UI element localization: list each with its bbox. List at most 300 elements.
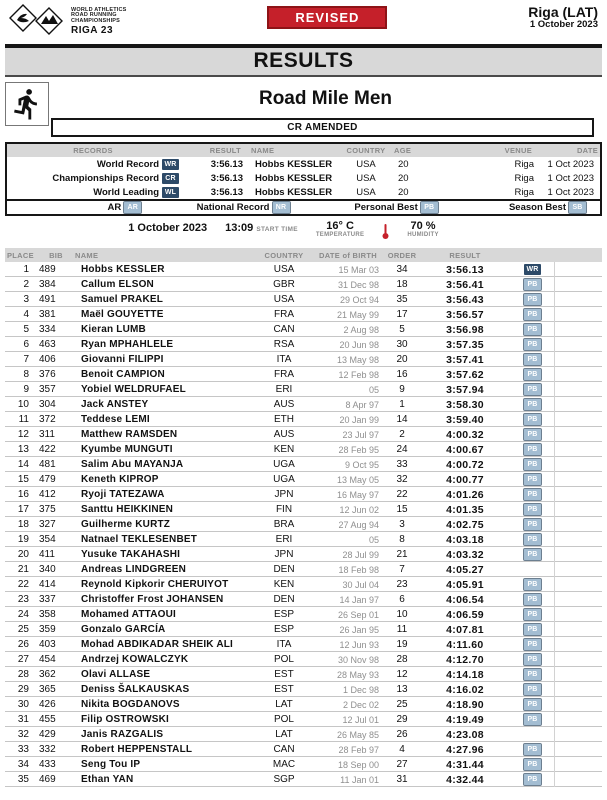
col-header-result: RESULT [449, 250, 481, 260]
order-cell: 25 [396, 699, 408, 710]
bib-cell: 455 [39, 714, 56, 725]
bib-cell: 479 [39, 474, 56, 485]
badge-cell [511, 457, 555, 472]
dob-cell: 26 May 85 [336, 729, 379, 740]
athlete-name-cell: Benoit CAMPION [81, 369, 165, 380]
athlete-name-cell: Nikita BOGDANOVS [81, 699, 180, 710]
place-cell: 9 [23, 384, 29, 395]
country-cell: USA [273, 264, 295, 275]
riga23-logo-icon [9, 4, 67, 40]
humidity-label: HUMIDITY [407, 232, 439, 239]
badge-cell [511, 382, 555, 397]
athlete-name-cell: Mohad ABDIKADAR SHEIK ALI [81, 639, 234, 650]
place-cell: 25 [17, 624, 29, 635]
result-badge: PB [524, 744, 541, 755]
bib-cell: 358 [39, 609, 56, 620]
athlete-name-cell: Kyumbe MUNGUTI [81, 444, 173, 455]
bib-cell: 334 [39, 324, 56, 335]
logo-text [71, 8, 127, 37]
result-cell: 4:01.26 [446, 488, 484, 501]
results-table [5, 248, 602, 787]
legend-label: AR [107, 202, 122, 213]
record-athlete-name: Hobbs KESSLER [255, 158, 333, 170]
athlete-name-cell: Christoffer Frost JOHANSEN [81, 594, 224, 605]
dob-cell: 28 Feb 97 [338, 744, 379, 755]
country-cell: EST [274, 669, 294, 680]
trailing-cell [555, 487, 602, 502]
place-cell: 34 [17, 759, 29, 770]
dob-cell: 12 Jun 02 [339, 504, 379, 515]
dob-cell: 27 Aug 94 [338, 519, 379, 530]
result-cell: 4:16.02 [446, 683, 484, 696]
trailing-cell [555, 637, 602, 652]
event-section [5, 82, 602, 137]
trailing-cell [555, 412, 602, 427]
athlete-name-cell: Salim Abu MAYANJA [81, 459, 184, 470]
badge-cell [511, 322, 555, 337]
badge-cell [511, 277, 555, 292]
table-row [5, 472, 602, 487]
results-rows [5, 262, 602, 787]
order-cell: 11 [396, 624, 408, 635]
trailing-cell [555, 292, 602, 307]
order-cell: 2 [399, 429, 405, 440]
result-cell: 3:56.13 [446, 263, 484, 276]
order-cell: 29 [396, 714, 408, 725]
table-row [5, 757, 602, 772]
result-badge: PB [524, 399, 541, 410]
result-badge: PB [524, 639, 541, 650]
table-row [5, 622, 602, 637]
col-header-order: ORDER [387, 250, 417, 260]
trailing-cell [555, 502, 602, 517]
athlete-name-cell: Maël GOUYETTE [81, 309, 164, 320]
table-row [5, 517, 602, 532]
result-cell: 4:00.77 [446, 473, 484, 486]
country-cell: FRA [274, 369, 294, 380]
order-cell: 13 [396, 684, 408, 695]
athlete-name-cell: Yobiel WELDRUFAEL [81, 384, 186, 395]
records-col-header: NAME [251, 146, 275, 155]
order-cell: 24 [396, 444, 408, 455]
dob-cell: 21 May 99 [336, 309, 379, 320]
bib-cell: 357 [39, 384, 56, 395]
trailing-cell [555, 742, 602, 757]
dob-cell: 18 Feb 98 [338, 564, 379, 575]
place-cell: 31 [17, 714, 29, 725]
bib-cell: 340 [39, 564, 56, 575]
place-cell: 3 [23, 294, 29, 305]
order-cell: 30 [396, 339, 408, 350]
order-cell: 17 [396, 309, 408, 320]
athlete-name-cell: Guilherme KURTZ [81, 519, 171, 530]
place-cell: 24 [17, 609, 29, 620]
result-badge: PB [524, 684, 541, 695]
result-cell: 4:07.81 [446, 623, 484, 636]
place-cell: 30 [17, 699, 29, 710]
bib-cell: 365 [39, 684, 56, 695]
bib-cell: 411 [39, 549, 55, 560]
badge-cell [511, 682, 555, 697]
dob-cell: 11 Jan 01 [340, 774, 379, 785]
trailing-cell [555, 727, 602, 742]
order-cell: 5 [399, 324, 405, 335]
result-badge: PB [524, 669, 541, 680]
col-header-name: NAME [75, 250, 99, 260]
badge-cell [511, 517, 555, 532]
record-result: 3:56.13 [210, 158, 243, 170]
legend-item [304, 202, 452, 213]
country-cell: USA [273, 294, 295, 305]
order-cell: 23 [396, 579, 408, 590]
table-row [5, 652, 602, 667]
result-badge: PB [524, 624, 541, 635]
badge-cell [511, 487, 555, 502]
result-badge: PB [524, 579, 541, 590]
legend-item [155, 202, 303, 213]
athlete-name-cell: Andrzej KOWALCZYK [81, 654, 189, 665]
place-cell: 4 [23, 309, 29, 320]
badge-cell [511, 307, 555, 322]
dob-cell: 12 Feb 98 [338, 369, 379, 380]
dob-cell: 13 May 05 [336, 474, 379, 485]
place-cell: 1 [23, 264, 29, 275]
badge-cell [511, 337, 555, 352]
country-cell: KEN [273, 444, 295, 455]
dob-cell: 16 May 97 [336, 489, 379, 500]
order-cell: 9 [399, 384, 405, 395]
bib-cell: 481 [39, 459, 56, 470]
athlete-name-cell: Janis RAZGALIS [81, 729, 164, 740]
table-row [5, 307, 602, 322]
place-cell: 26 [17, 639, 29, 650]
order-cell: 1 [399, 399, 405, 410]
result-badge: PB [524, 699, 541, 710]
result-cell: 3:57.62 [446, 368, 484, 381]
records-box [5, 142, 602, 201]
legend-badge: NR [273, 202, 290, 213]
result-badge: PB [524, 489, 541, 500]
result-badge: PB [524, 429, 541, 440]
place-cell: 29 [17, 684, 29, 695]
trailing-cell [555, 262, 602, 277]
country-cell: SGP [273, 774, 295, 785]
legend-label: National Record [196, 202, 270, 213]
dob-cell: 9 Oct 95 [344, 459, 379, 470]
trailing-cell [555, 337, 602, 352]
record-country: USA [356, 158, 376, 170]
order-cell: 10 [396, 609, 408, 620]
table-row [5, 697, 602, 712]
athlete-name-cell: Reynold Kipkorir CHERUIYOT [81, 579, 229, 590]
record-label [7, 159, 179, 170]
place-cell: 13 [17, 444, 29, 455]
country-cell: ETH [274, 414, 294, 425]
table-row [5, 772, 602, 787]
record-label-text: Championships Record [52, 172, 159, 184]
result-badge: PB [524, 549, 541, 560]
order-cell: 35 [396, 294, 408, 305]
temperature [316, 220, 365, 239]
runner-icon [5, 82, 49, 126]
badge-cell [511, 697, 555, 712]
result-badge: PB [524, 339, 541, 350]
badge-cell [511, 742, 555, 757]
place-cell: 19 [17, 534, 29, 545]
badge-cell [511, 352, 555, 367]
place-cell: 33 [17, 744, 29, 755]
record-date: 1 Oct 2023 [547, 158, 594, 170]
record-athlete-name: Hobbs KESSLER [255, 186, 333, 198]
result-badge: PB [524, 654, 541, 665]
dob-cell: 2 Aug 98 [343, 324, 379, 335]
table-row [5, 442, 602, 457]
result-badge: PB [524, 459, 541, 470]
table-row [5, 262, 602, 277]
bib-cell: 414 [39, 579, 56, 590]
record-label [7, 187, 179, 198]
legend-item [7, 202, 155, 213]
dob-cell: 8 Apr 97 [345, 399, 379, 410]
humidity [407, 220, 438, 239]
place-cell: 22 [17, 579, 29, 590]
country-cell: DEN [273, 564, 295, 575]
result-cell: 4:05.91 [446, 578, 484, 591]
bib-cell: 489 [39, 264, 56, 275]
badge-cell [511, 262, 555, 277]
trailing-cell [555, 682, 602, 697]
order-cell: 33 [396, 459, 408, 470]
bib-cell: 454 [39, 654, 56, 665]
country-cell: GBR [273, 279, 295, 290]
trailing-cell [555, 322, 602, 337]
country-cell: KEN [273, 579, 295, 590]
result-cell: 4:18.90 [446, 698, 484, 711]
dob-cell: 31 Dec 98 [337, 279, 379, 290]
table-row [5, 607, 602, 622]
order-cell: 31 [396, 774, 408, 785]
country-cell: POL [273, 654, 294, 665]
table-row [5, 562, 602, 577]
order-cell: 8 [399, 534, 405, 545]
badge-cell [511, 622, 555, 637]
country-cell: RSA [273, 339, 295, 350]
dob-cell: 30 Jul 04 [342, 579, 379, 590]
country-cell: ESP [273, 624, 294, 635]
trailing-cell [555, 382, 602, 397]
record-result: 3:56.13 [210, 172, 243, 184]
country-cell: UGA [273, 459, 295, 470]
order-cell: 16 [396, 369, 408, 380]
table-row [5, 427, 602, 442]
table-row [5, 337, 602, 352]
athlete-name-cell: Robert HEPPENSTALL [81, 744, 193, 755]
country-cell: LAT [275, 699, 293, 710]
bib-cell: 375 [39, 504, 56, 515]
result-cell: 4:00.67 [446, 443, 484, 456]
table-row [5, 637, 602, 652]
table-row [5, 367, 602, 382]
badge-cell [511, 397, 555, 412]
athlete-name-cell: Hobbs KESSLER [81, 264, 165, 275]
bib-cell: 491 [39, 294, 56, 305]
record-row [7, 185, 600, 199]
result-cell: 4:12.70 [446, 653, 484, 666]
bib-cell: 384 [39, 279, 56, 290]
place-cell: 8 [23, 369, 29, 380]
event-right [49, 82, 602, 137]
legend-badge: SB [569, 202, 586, 213]
athlete-name-cell: Yusuke TAKAHASHI [81, 549, 181, 560]
dob-cell: 12 Jul 01 [342, 714, 379, 725]
country-cell: ERI [275, 534, 293, 545]
bib-cell: 311 [39, 429, 55, 440]
bib-cell: 337 [39, 594, 56, 605]
athlete-name-cell: Natnael TEKLESENBET [81, 534, 198, 545]
order-cell: 3 [399, 519, 405, 530]
result-cell: 4:23.08 [446, 728, 484, 741]
trailing-cell [555, 352, 602, 367]
badge-cell [511, 577, 555, 592]
dob-cell: 1 Dec 98 [342, 684, 379, 695]
order-cell: 21 [396, 549, 408, 560]
order-cell: 28 [396, 654, 408, 665]
place-cell: 15 [17, 474, 29, 485]
result-badge: PB [524, 294, 541, 305]
trailing-cell [555, 442, 602, 457]
start-time-label: START TIME [256, 226, 298, 233]
table-row [5, 487, 602, 502]
bib-cell: 327 [39, 519, 56, 530]
dob-cell: 05 [368, 534, 379, 545]
bib-cell: 463 [39, 339, 56, 350]
place-cell: 11 [18, 414, 29, 425]
result-badge: PB [524, 384, 541, 395]
record-age: 20 [398, 186, 409, 198]
dob-cell: 29 Oct 94 [339, 294, 379, 305]
dob-cell: 30 Nov 98 [337, 654, 379, 665]
records-rows [7, 157, 600, 199]
cr-amended-note: CR AMENDED [51, 118, 594, 137]
result-cell: 3:57.41 [446, 353, 484, 366]
country-cell: CAN [273, 324, 295, 335]
result-cell: 3:56.41 [446, 278, 484, 291]
place-cell: 7 [23, 354, 29, 365]
order-cell: 19 [396, 639, 408, 650]
badge-cell [511, 562, 555, 577]
athlete-name-cell: Mohamed ATTAOUI [81, 609, 177, 620]
logo-line: ROAD RUNNING [71, 12, 117, 19]
athlete-name-cell: Samuel PRAKEL [81, 294, 164, 305]
athlete-name-cell: Giovanni FILIPPI [81, 354, 164, 365]
record-age: 20 [398, 158, 409, 170]
legend-label: Personal Best [354, 202, 418, 213]
table-row [5, 547, 602, 562]
dob-cell: 12 Jun 93 [339, 639, 379, 650]
logo-riga23: RIGA 23 [71, 24, 114, 36]
records-col-header: AGE [394, 146, 412, 155]
temperature-label: TEMPERATURE [315, 232, 365, 239]
country-cell: AUS [273, 429, 295, 440]
result-cell: 3:59.40 [446, 413, 484, 426]
country-cell: CAN [273, 744, 295, 755]
dob-cell: 28 Feb 95 [338, 444, 379, 455]
results-header-row [5, 248, 602, 262]
venue-name: Riga (LAT) [528, 4, 598, 20]
trailing-cell [555, 457, 602, 472]
country-cell: JPN [274, 489, 294, 500]
place-cell: 35 [17, 774, 29, 785]
trailing-cell [555, 757, 602, 772]
result-badge: PB [524, 324, 541, 335]
logo-line: WORLD ATHLETICS [71, 6, 127, 13]
badge-cell [511, 547, 555, 562]
legend-item [452, 202, 600, 213]
legend-box [5, 201, 602, 216]
dob-cell: 13 May 98 [336, 354, 379, 365]
bib-cell: 381 [39, 309, 56, 320]
table-row [5, 412, 602, 427]
badge-cell [511, 757, 555, 772]
result-badge: PB [524, 369, 541, 380]
record-venue: Riga [514, 172, 534, 184]
result-cell: 4:05.27 [446, 563, 484, 576]
athlete-name-cell: Olavi ALLASE [81, 669, 151, 680]
record-label [7, 173, 179, 184]
records-header-row [7, 144, 600, 157]
country-cell: AUS [273, 399, 295, 410]
championship-logo [9, 4, 127, 40]
order-cell: 27 [396, 759, 408, 770]
result-cell: 3:56.57 [446, 308, 484, 321]
result-cell: 4:14.18 [446, 668, 484, 681]
dob-cell: 20 Jun 98 [339, 339, 379, 350]
result-cell: 4:00.32 [446, 428, 484, 441]
trailing-cell [555, 532, 602, 547]
result-cell: 4:31.44 [446, 758, 484, 771]
badge-cell [511, 442, 555, 457]
place-cell: 28 [17, 669, 29, 680]
trailing-cell [555, 712, 602, 727]
result-cell: 4:27.96 [446, 743, 484, 756]
table-row [5, 397, 602, 412]
order-cell: 20 [396, 354, 408, 365]
country-cell: POL [273, 714, 294, 725]
records-col-header: RESULT [209, 146, 241, 155]
col-header-place: PLACE [7, 250, 34, 260]
place-cell: 23 [17, 594, 29, 605]
order-cell: 22 [396, 489, 408, 500]
table-row [5, 667, 602, 682]
result-cell: 3:56.98 [446, 323, 484, 336]
country-cell: LAT [275, 729, 293, 740]
badge-cell [511, 652, 555, 667]
result-cell: 3:57.35 [446, 338, 484, 351]
result-cell: 4:02.75 [446, 518, 484, 531]
trailing-cell [555, 607, 602, 622]
record-badge: CR [162, 173, 179, 184]
athlete-name-cell: Ryan MPHAHLELE [81, 339, 174, 350]
athlete-name-cell: Keneth KIPROP [81, 474, 159, 485]
order-cell: 18 [396, 279, 408, 290]
dob-cell: 05 [368, 384, 379, 395]
bib-cell: 359 [39, 624, 56, 635]
trailing-cell [555, 307, 602, 322]
result-cell: 3:58.30 [446, 398, 484, 411]
table-row [5, 742, 602, 757]
table-row [5, 727, 602, 742]
start-time-value: 13:09 [225, 222, 254, 234]
